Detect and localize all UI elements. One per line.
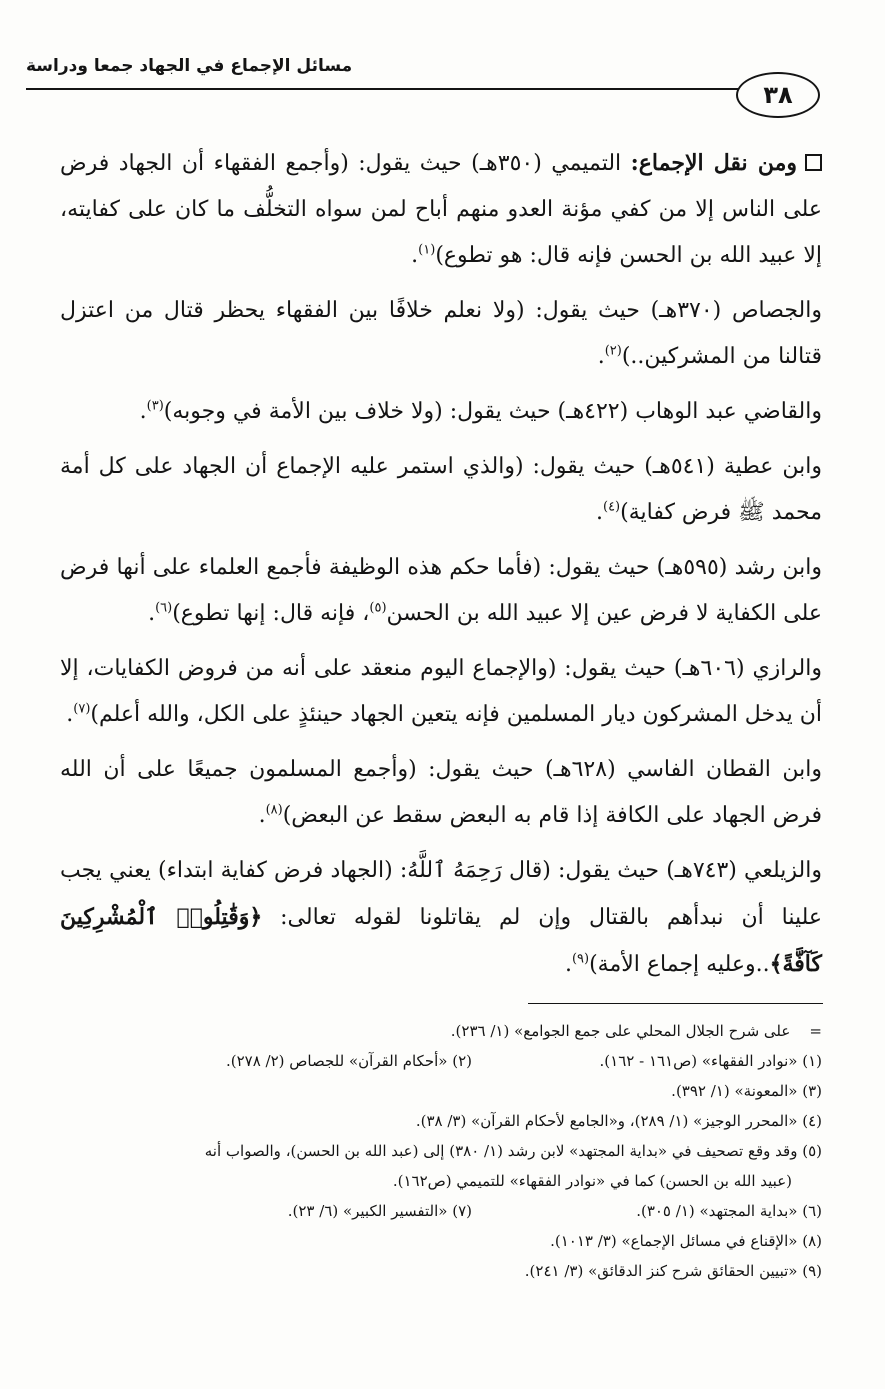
footnote-ref: (٦)	[155, 600, 173, 616]
paragraph-text: وابن عطية (٥٤١هـ) حيث يقول: (والذي استمر عليه الإجماع أن الجهاد على كل أمة محمد ﷺ فرض كفاية)	[60, 454, 822, 525]
footnote-row	[60, 1196, 822, 1226]
paragraph-text: التميمي (٣٥٠هـ) حيث يقول: (وأجمع الفقهاء أن الجهاد فرض على الناس إلا من كفي مؤنة العدو منهم أباح لمن سواه التخلُّف ما كان على كفايته، إلا عبيد الله بن الحسن فإنه قال: هو تطوع)	[60, 151, 822, 268]
header-rule	[26, 88, 744, 90]
lead-heading: ومن نقل الإجماع:	[630, 150, 797, 176]
paragraph-text: والجصاص (٣٧٠هـ) حيث يقول: (ولا نعلم خلافًا بين الفقهاء يحظر قتال من اعتزل قتالنا من المشركين..)	[60, 298, 822, 369]
footnotes	[60, 1016, 822, 1286]
footnote-row	[60, 1046, 822, 1076]
footnote-rule	[528, 1003, 823, 1004]
running-title: مسائل الإجماع في الجهاد جمعا ودراسة	[26, 56, 353, 76]
paragraph-2: والجصاص (٣٧٠هـ) حيث يقول: (ولا نعلم خلافًا بين الفقهاء يحظر قتال من اعتزل قتالنا من المشركين..)$^{(٢)}$.	[60, 298, 822, 369]
footnote-ref: (٥)	[369, 600, 387, 616]
footnote-ref: (٤)	[602, 499, 621, 515]
paragraph-5: وابن رشد (٥٩٥هـ) حيث يقول: (فأما حكم هذه الوظيفة فأجمع العلماء على أنها فرض على الكفاية لا فرض عين إلا عبيد الله بن الحسن$^{(٥)}$، فإنه قال: إنها تطوع)$^{(٦)}$.	[60, 555, 822, 626]
main-text	[60, 140, 822, 997]
footnote-8: (٨) «الإقناع في مسائل الإجماع» (٣/ ١٠١٣).	[550, 1232, 822, 1250]
footnote-9: (٩) «تبيين الحقائق شرح كنز الدقائق» (٣/ ٢٤١).	[524, 1262, 822, 1280]
footnote-1: (١) «نوادر الفقهاء» (ص١٦١ - ١٦٢).	[599, 1052, 822, 1070]
paragraph-7: وابن القطان الفاسي (٦٢٨هـ) حيث يقول: (وأجمع المسلمون جميعًا على أن الله فرض الجهاد على الكافة إذا قام به البعض سقط عن البعض)$^{(٨)}$.	[60, 757, 822, 828]
paragraph-6: والرازي (٦٠٦هـ) حيث يقول: (والإجماع اليوم منعقد على أنه من فروض الكفايات، إلا أن يدخل المشركون ديار المسلمين فإنه يتعين الجهاد حينئذٍ على الكل، والله أعلم)$^{(٧)}$.	[60, 656, 822, 727]
footnote-ref: (٢)	[604, 343, 622, 359]
paragraph-text: والرازي (٦٠٦هـ) حيث يقول: (والإجماع اليوم منعقد على أنه من فروض الكفايات، إلا أن يدخل المشركون ديار المسلمين فإنه يتعين الجهاد حينئذٍ على الكل، والله أعلم)	[60, 656, 822, 727]
paragraph-text: ، فإنه قال: إنها تطوع)	[172, 601, 370, 626]
paragraph-text: وابن القطان الفاسي (٦٢٨هـ) حيث يقول: (وأجمع المسلمون جميعًا على أن الله فرض الجهاد على الكافة إذا قام به البعض سقط عن البعض)	[60, 757, 822, 828]
footnote-7: (٧) «التفسير الكبير» (٦/ ٢٣).	[287, 1202, 472, 1220]
paragraph-text: والزيلعي (٧٤٣هـ) حيث يقول: (قال رَحِمَهُ ٱللَّهُ: (الجهاد فرض كفاية ابتداء) يعني يجب علينا أن نبدأهم بالقتال وإن لم يقاتلونا لقوله تعالى:	[60, 858, 823, 930]
footnote-4: (٤) «المحرر الوجيز» (١/ ٢٨٩)، و«الجامع لأحكام القرآن» (٣/ ٣٨).	[415, 1112, 822, 1130]
paragraph-text: وابن رشد (٥٩٥هـ) حيث يقول: (فأما حكم هذه الوظيفة فأجمع العلماء على أنها فرض على الكفاية لا فرض عين إلا عبيد الله بن الحسن	[60, 555, 822, 626]
square-bullet-icon	[805, 154, 822, 171]
paragraph-1: ومن نقل الإجماع: التميمي (٣٥٠هـ) حيث يقول: (وأجمع الفقهاء أن الجهاد فرض على الناس إلا من كفي مؤنة العدو منهم أباح لمن سواه التخلُّف ما كان على كفايته، إلا عبيد الله بن الحسن فإنه قال: هو تطوع)$^{(١)}$.	[60, 150, 822, 268]
continuation-marker: =	[809, 1022, 822, 1040]
quran-verse: ﴿وَقَٰتِلُوا۟ ٱلْمُشْرِكِينَ كَآفَّةً﴾	[60, 904, 822, 977]
paragraph-8: والزيلعي (٧٤٣هـ) حيث يقول: (قال رَحِمَهُ ٱللَّهُ: (الجهاد فرض كفاية ابتداء) يعني يجب علينا أن نبدأهم بالقتال وإن لم يقاتلونا لقوله تعالى: ﴿وَقَٰتِلُوا۟ ٱلْمُشْرِكِينَ كَآفَّةً﴾..وعليه إجماع الأمة)$^{(٩)}$.	[60, 858, 823, 977]
page-number: ٣٨	[736, 72, 820, 118]
paragraph-text: والقاضي عبد الوهاب (٤٢٢هـ) حيث يقول: (ولا خلاف بين الأمة في وجوبه)	[163, 399, 822, 424]
footnote-ref: (٣)	[146, 398, 164, 414]
footnote-ref: (٨)	[265, 802, 283, 818]
footnote-ref: (٩)	[571, 951, 590, 967]
footnote-continuation: = على شرح الجلال المحلي على جمع الجوامع» (١/ ٢٣٦).	[450, 1022, 822, 1040]
footnote-ref: (٧)	[73, 701, 91, 717]
footnote-5: (٥) وقد وقع تصحيف في «بداية المجتهد» لابن رشد (١/ ٣٨٠) إلى (عبد الله بن الحسن)، والصواب أنه (عبيد الله بن الحسن) كما في «نوادر الفقهاء» للتميمي (ص١٦٢).	[204, 1142, 822, 1190]
paragraph-text: ..وعليه إجماع الأمة)	[589, 952, 770, 977]
paragraph-3: والقاضي عبد الوهاب (٤٢٢هـ) حيث يقول: (ولا خلاف بين الأمة في وجوبه)$^{(٣)}$.	[139, 398, 822, 424]
paragraph-4: وابن عطية (٥٤١هـ) حيث يقول: (والذي استمر عليه الإجماع أن الجهاد على كل أمة محمد ﷺ فرض كفاية)$^{(٤)}$.	[60, 454, 822, 525]
footnote-3: (٣) «المعونة» (١/ ٣٩٢).	[671, 1082, 822, 1100]
footnote-ref: (١)	[418, 242, 436, 258]
footnote-6: (٦) «بداية المجتهد» (١/ ٣٠٥).	[636, 1202, 822, 1220]
footnote-2: (٢) «أحكام القرآن» للجصاص (٢/ ٢٧٨).	[225, 1052, 472, 1070]
